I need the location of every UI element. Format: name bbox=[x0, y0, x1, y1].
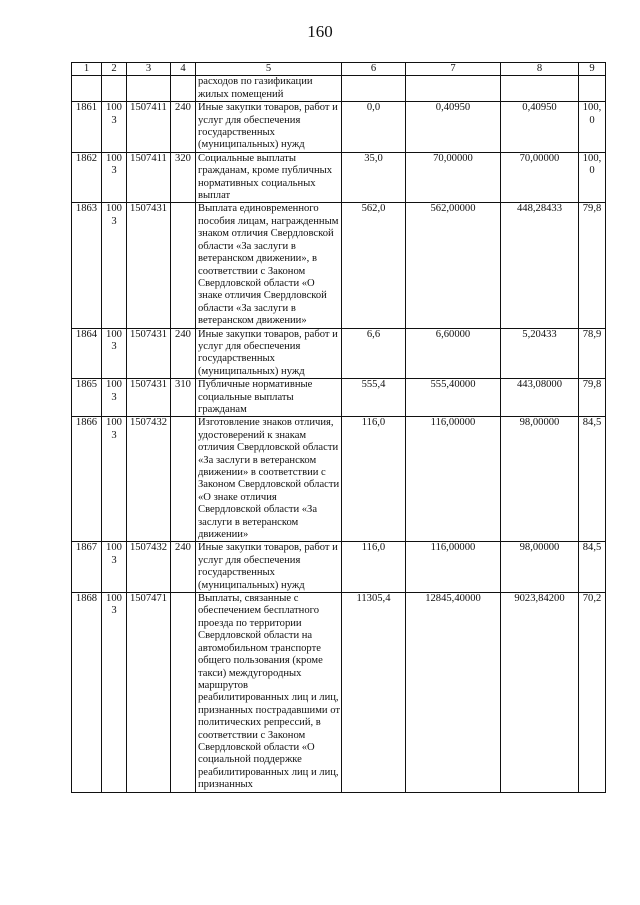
table-row bbox=[72, 102, 606, 153]
column-header: 9 bbox=[579, 63, 606, 76]
value-9-cell: 84,5 bbox=[579, 542, 606, 593]
value-8-cell: 0,40950 bbox=[501, 102, 579, 153]
target-code-cell: 1507411 bbox=[127, 102, 171, 153]
target-code-cell: 1507431 bbox=[127, 203, 171, 328]
value-9-cell: 70,2 bbox=[579, 593, 606, 793]
description-cell: Публичные нормативные социальные выплаты гражданам bbox=[196, 379, 342, 417]
value-8-cell: 448,28433 bbox=[501, 203, 579, 328]
expense-type-cell bbox=[171, 593, 196, 793]
table-row bbox=[72, 542, 606, 593]
target-code-cell: 1507432 bbox=[127, 542, 171, 593]
section-code-cell: 1003 bbox=[102, 542, 127, 593]
target-code-cell: 1507431 bbox=[127, 328, 171, 379]
target-code-cell: 1507432 bbox=[127, 417, 171, 542]
description-cell: Социальные выплаты гражданам, кроме публичных нормативных социальных выплат bbox=[196, 152, 342, 203]
value-7-cell: 555,40000 bbox=[406, 379, 501, 417]
value-8-cell: 5,20433 bbox=[501, 328, 579, 379]
value-7-cell: 12845,40000 bbox=[406, 593, 501, 793]
table-row bbox=[72, 593, 606, 793]
value-6-cell: 555,4 bbox=[342, 379, 406, 417]
header-row bbox=[72, 63, 606, 76]
value-6-cell: 116,0 bbox=[342, 417, 406, 542]
table-row bbox=[72, 152, 606, 203]
value-9-cell: 78,9 bbox=[579, 328, 606, 379]
value-9-cell: 79,8 bbox=[579, 379, 606, 417]
value-6-cell: 116,0 bbox=[342, 542, 406, 593]
value-9-cell: 79,8 bbox=[579, 203, 606, 328]
section-code-cell: 1003 bbox=[102, 417, 127, 542]
value-9-cell: 100,0 bbox=[579, 152, 606, 203]
expense-type-cell: 310 bbox=[171, 379, 196, 417]
description-cell: Иные закупки товаров, работ и услуг для обеспечения государственных (муниципальных) нужд bbox=[196, 542, 342, 593]
row-number-cell: 1865 bbox=[72, 379, 102, 417]
budget-table bbox=[71, 62, 606, 793]
value-6-cell: 0,0 bbox=[342, 102, 406, 153]
value-6-cell: 6,6 bbox=[342, 328, 406, 379]
section-code-cell: 1003 bbox=[102, 379, 127, 417]
description-cell: Иные закупки товаров, работ и услуг для обеспечения государственных (муниципальных) нужд bbox=[196, 102, 342, 153]
value-9-cell: 100,0 bbox=[579, 102, 606, 153]
row-number-cell: 1862 bbox=[72, 152, 102, 203]
expense-type-cell: 240 bbox=[171, 542, 196, 593]
expense-type-cell: 240 bbox=[171, 102, 196, 153]
section-code-cell: 1003 bbox=[102, 328, 127, 379]
expense-type-cell: 320 bbox=[171, 152, 196, 203]
section-code-cell: 1003 bbox=[102, 102, 127, 153]
expense-type-cell bbox=[171, 203, 196, 328]
column-header: 1 bbox=[72, 63, 102, 76]
table-row bbox=[72, 379, 606, 417]
description-cell: Иные закупки товаров, работ и услуг для обеспечения государственных (муниципальных) нужд bbox=[196, 328, 342, 379]
continuation-description: расходов по газификации жилых помещений bbox=[196, 76, 342, 102]
row-number-cell: 1861 bbox=[72, 102, 102, 153]
section-code-cell: 1003 bbox=[102, 203, 127, 328]
section-code-cell: 1003 bbox=[102, 593, 127, 793]
column-header: 3 bbox=[127, 63, 171, 76]
column-header: 6 bbox=[342, 63, 406, 76]
value-7-cell: 70,00000 bbox=[406, 152, 501, 203]
value-8-cell: 70,00000 bbox=[501, 152, 579, 203]
description-cell: Выплаты, связанные с обеспечением бесплатного проезда по территории Свердловской области на автомобильном транспорте общего пользования (кроме такси) междугородных маршрутов реабилитированных лиц и лиц, признанных пострадавшими от политических репрессий, в соответствии с Законом Свердловской области «О социальной поддержке реабилитированных лиц и лиц, признанных bbox=[196, 593, 342, 793]
value-9-cell: 84,5 bbox=[579, 417, 606, 542]
table-row bbox=[72, 328, 606, 379]
continuation-row bbox=[72, 76, 606, 102]
column-header: 7 bbox=[406, 63, 501, 76]
row-number-cell: 1863 bbox=[72, 203, 102, 328]
target-code-cell: 1507471 bbox=[127, 593, 171, 793]
row-number-cell: 1867 bbox=[72, 542, 102, 593]
value-7-cell: 6,60000 bbox=[406, 328, 501, 379]
value-7-cell: 116,00000 bbox=[406, 542, 501, 593]
value-7-cell: 116,00000 bbox=[406, 417, 501, 542]
column-header: 2 bbox=[102, 63, 127, 76]
page-number: 160 bbox=[307, 22, 333, 41]
column-header: 5 bbox=[196, 63, 342, 76]
table-row bbox=[72, 203, 606, 328]
value-8-cell: 98,00000 bbox=[501, 417, 579, 542]
column-header: 4 bbox=[171, 63, 196, 76]
value-8-cell: 98,00000 bbox=[501, 542, 579, 593]
row-number-cell: 1868 bbox=[72, 593, 102, 793]
value-6-cell: 35,0 bbox=[342, 152, 406, 203]
expense-type-cell: 240 bbox=[171, 328, 196, 379]
value-8-cell: 443,08000 bbox=[501, 379, 579, 417]
value-8-cell: 9023,84200 bbox=[501, 593, 579, 793]
target-code-cell: 1507411 bbox=[127, 152, 171, 203]
row-number-cell: 1866 bbox=[72, 417, 102, 542]
expense-type-cell bbox=[171, 417, 196, 542]
value-7-cell: 562,00000 bbox=[406, 203, 501, 328]
value-6-cell: 11305,4 bbox=[342, 593, 406, 793]
column-header: 8 bbox=[501, 63, 579, 76]
section-code-cell: 1003 bbox=[102, 152, 127, 203]
description-cell: Выплата единовременного пособия лицам, награжденным знаком отличия Свердловской области «За заслуги в ветеранском движении», в соответствии с Законом Свердловской области «О знаке отличия Свердловской области «За заслуги в ветеранском движении» bbox=[196, 203, 342, 328]
table-row bbox=[72, 417, 606, 542]
value-6-cell: 562,0 bbox=[342, 203, 406, 328]
value-7-cell: 0,40950 bbox=[406, 102, 501, 153]
row-number-cell: 1864 bbox=[72, 328, 102, 379]
description-cell: Изготовление знаков отличия, удостоверений к знакам отличия Свердловской области «За заслуги в ветеранском движении» в соответствии с Законом Свердловской области «О знаке отличия Свердловской области «За заслуги в ветеранском движении» bbox=[196, 417, 342, 542]
target-code-cell: 1507431 bbox=[127, 379, 171, 417]
